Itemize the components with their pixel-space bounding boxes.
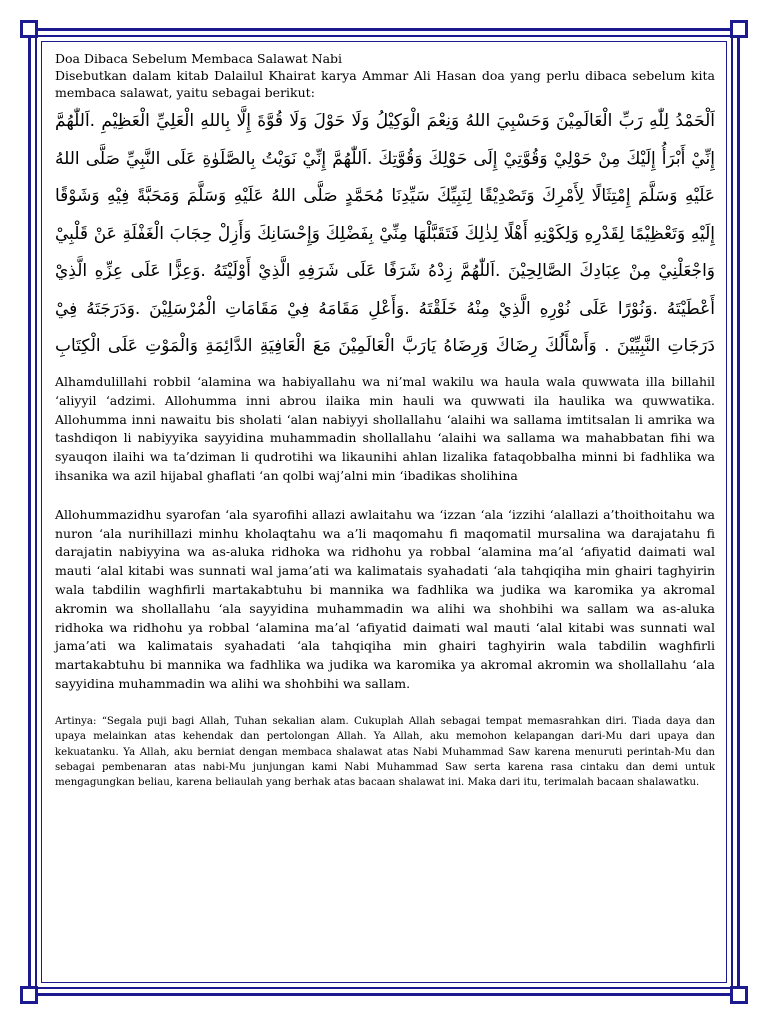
border-corner-bottom-left — [20, 986, 38, 1004]
intro-paragraph: Disebutkan dalam kitab Dalailul Khairat karya Ammar Ali Hasan doa yang perlu dibaca sebelum kita membaca salawat, yaitu sebagai berikut: — [55, 68, 715, 100]
transliteration-paragraph-2: Allohummazidhu syarofan ‘ala syarofihi allazi awlaitahu wa ‘izzan ‘ala ‘izzihi ‘alallazi a’thoithoitahu wa nuron ‘ala nurihillazi minhu kholaqtahu wa a’li maqomahu fi maqomatil mursalina wa darajatahu fi darajatin nabiyyina wa as-aluka ridhoka wa ridhohu ya robbal ‘alamina ma’al ‘afiyatid daimati wal mauti ‘alal kitabi was sunnati wal jama’ati wa kalimatais syahadati ‘ala tahqiqiha min ghairi taghyirin wala tabdilin waghfirli martakabtuhu bi mannika wa fadhlika wa judika wa karomika ya akromal akromin wa shollallahu ‘ala sayyidina muhammadin wa alihi wa shohbihi wa sallam wa as-aluka ridhoka wa ridhohu ya robbal ‘alamina ma’al ‘afiyatid daimati wal mauti ‘alal kitabi was sunnati wal jama’ati wa kalimatais syahadati ‘ala tahqiqiha min ghairi taghyirin wala tabdilin waghfirli martakabtuhu bi mannika wa fadhlika wa judika wa karomika ya akromal akromin wa shollallahu ‘ala sayyidina muhammadin wa alihi wa shohbihi wa sallam. — [55, 506, 715, 691]
arabic-prayer-text: اَلْحَمْدُ لِلّٰهِ رَبِّ الْعَالَمِيْنَ وَحَسْبِيَ اللهُ وَنِعْمَ الْوَكِيْلُ وَلَا حَوْلَ وَلَا قُوَّةَ إِلَّا بِاللهِ الْعَلِيِّ الْعَظِيْمِ .اَللّٰهُمَّ إِنِّيْ أَبْرَأُ إِلَيْكَ مِنْ حَوْلِيْ وَقُوَّتِيْ إِلَى حَوْلِكَ وَقُوَّتِكَ .اَللّٰهُمَّ إِنِّيْ نَوَيْتُ بِالصَّلَوٰةِ عَلَى النَّبِيِّ صَلَّى اللهُ عَلَيْهِ وَسَلَّمَ إِمْتِثَالًا لِأَمْرِكَ وَتَصْدِيْقًا لِنَبِيِّكَ سَيِّدِنَا مُحَمَّدٍ صَلَّى اللهُ عَلَيْهِ وَسَلَّمَ وَمَحَبَّةً فِيْهِ وَشَوْقًا إِلَيْهِ وَتَعْظِيْمًا لِقَدْرِهِ وَلِكَوْنِهِ أَهْلًا لِذٰلِكَ فَتَقَبَّلْهَا مِنِّيْ بِفَضْلِكَ وَإِحْسَانِكَ وَأَزِلْ حِجَابَ الْغَفْلَةِ عَنْ قَلْبِيْ وَاجْعَلْنِيْ مِنْ عِبَادِكَ الصَّالِحِيْنَ .اَللّٰهُمَّ زِدْهُ شَرَفًا عَلَى شَرَفِهِ الَّذِيْ أَوْلَيْتَهُ .وَعِزًّا عَلَى عِزِّهِ الَّذِيْ أَعْطَيْتَهُ .وَنُوْرًا عَلَى نُوْرِهِ الَّذِيْ مِنْهُ خَلَقْتَهُ .وَأَعْلِ مَقَامَهُ فِيْ مَقَامَاتِ الْمُرْسَلِيْنَ .وَدَرَجَتَهُ فِيْ دَرَجَاتِ النَّبِيِّيْنَ . وَأَسْأَلُكَ رِضَاكَ وَرِضَاهُ يَارَبَّ الْعَالَمِيْنَ مَعَ الْعَافِيَةِ الدَّائِمَةِ وَالْمَوْتِ عَلَى الْكِتَابِ — [55, 111, 715, 356]
transliteration-paragraph-1: Alhamdulillahi robbil ‘alamina wa habiyallahu wa ni’mal wakilu wa haula wala quwwata illa billahil ‘aliyyil ‘adzimi. Allohumma inni abrou ilaika min hauli wa quwwati ila haulika wa quwwatika. Allohumma inni nawaitu bis sholati ‘alan nabiyyi shollallahu ‘alaihi wa sallama imtitsalan li amrika wa tashdiqon li nabiyyika sayyidina muhammadin shollallahu ‘alaihi wa sallama wa mahabbatan fihi wa syauqon ilaihi wa ta’dziman li qudrotihi wa likaunihi ahlan lizalika fataqobbalha minni bi fadhlika wa ihsanika wa azil hijabal ghaflati ‘an qolbi waj’alni min ‘ibadikas sholihina — [55, 374, 715, 483]
document-title: Doa Dibaca Sebelum Membaca Salawat Nabi — [55, 51, 343, 66]
border-corner-top-left — [20, 20, 38, 38]
border-corner-top-right — [730, 20, 748, 38]
document-content — [55, 50, 715, 791]
translation-paragraph: Artinya: “Segala puji bagi Allah, Tuhan sekalian alam. Cukuplah Allah sebagai tempat memasrahkan diri. Tiada daya dan upaya melainkan atas kehendak dan pertolongan Allah. Ya Allah, aku memohon kelapangan dari-Mu dari upaya dan kekuatanku. Ya Allah, aku berniat dengan membaca shalawat atas Nabi Muhammad Saw karena menuruti perintah-Mu dan sebagai pembenaran atas nabi-Mu junjungan kami Nabi Muhammad Saw serta karena rasa cintaku dan demi untuk mengagungkan beliau, karena beliaulah yang berhak atas bacaan shalawat ini. Maka dari itu, terimalah bacaan shalawatku. — [55, 715, 715, 789]
border-corner-bottom-right — [730, 986, 748, 1004]
